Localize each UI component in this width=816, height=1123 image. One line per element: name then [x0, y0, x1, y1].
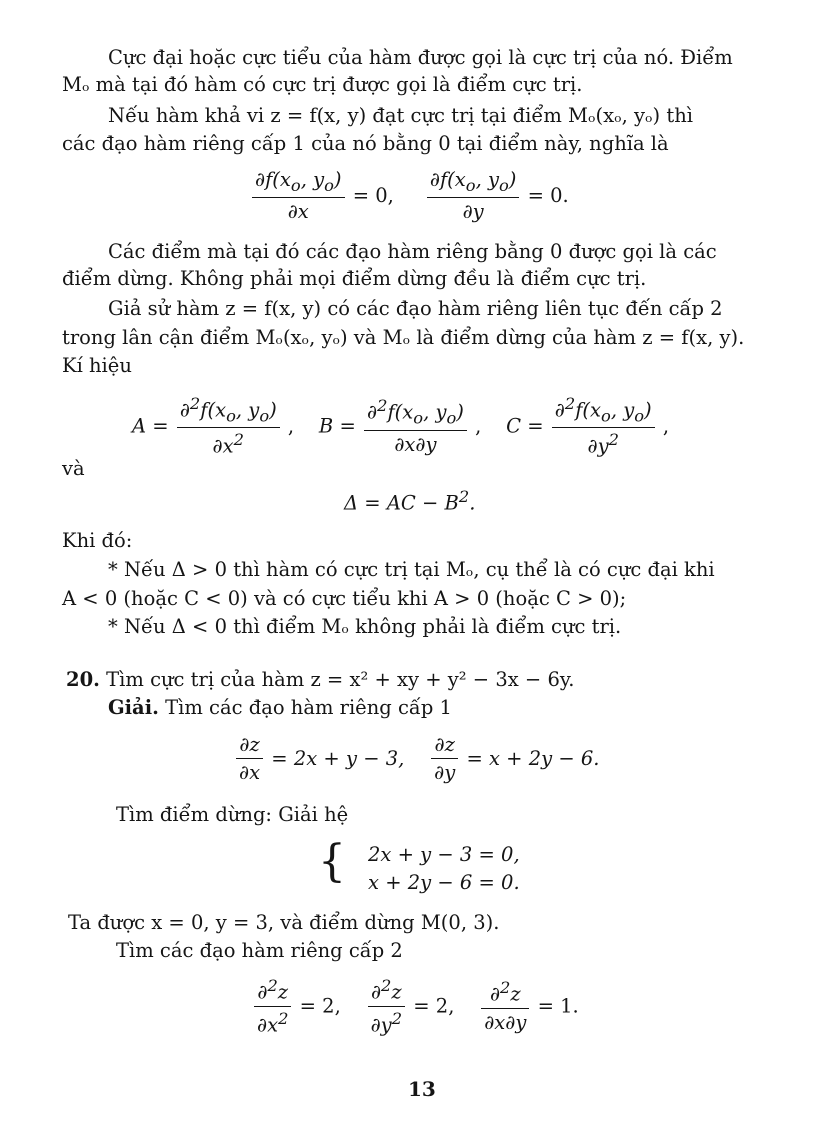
- text-second-order: Tìm các đạo hàm riêng cấp 2: [116, 939, 403, 962]
- bullet-line: [62, 586, 626, 612]
- bullet-line: [108, 557, 715, 583]
- text-p2-l2: các đạo hàm riêng cấp 1 của nó bằng 0 tại điểm này, nghĩa là: [62, 132, 669, 155]
- equation-first-partials: $\frac{\partial f(x_o, y_o)}{\partial x}$ = 0, $\frac{\partial f(x_o, y_o)}{\partial y}$ = 0.: [250, 168, 569, 223]
- paragraph-line: [108, 103, 693, 129]
- solution-line: [108, 695, 452, 721]
- paragraph-line: [116, 938, 403, 964]
- solution-label: Giải.: [108, 696, 159, 719]
- paragraph-line: [62, 325, 744, 351]
- text-va: và: [62, 457, 85, 480]
- paragraph-line: [108, 296, 723, 322]
- text-p3-l1: Các điểm mà tại đó các đạo hàm riêng bằng 0 được gọi là các: [108, 240, 717, 263]
- text-p1-l1: Cực đại hoặc cực tiểu của hàm được gọi là cực trị của nó. Điểm: [108, 46, 733, 69]
- equation-dz: $\frac{\partial z}{\partial x}$ = 2x + y − 3, $\frac{\partial z}{\partial y}$ = x + 2y − 6.: [234, 733, 600, 784]
- text-p1-l2: Mₒ mà tại đó hàm có cực trị được gọi là điểm cực trị.: [62, 73, 583, 96]
- text-p4-l3: Kí hiệu: [62, 354, 132, 377]
- solution-text: Tìm các đạo hàm riêng cấp 1: [165, 696, 452, 719]
- equation-second-dz: $\frac{\partial^2z}{\partial x^2}$ = 2, $\frac{\partial^2z}{\partial y^2}$ = 2, $\frac{\partial^2z}{\partial x\partial y}$ = 1.: [252, 976, 579, 1036]
- text-khi-do: Khi đó:: [62, 529, 133, 552]
- exercise-number: 20.: [66, 668, 100, 691]
- system-eq-1: 2x + y − 3 = 0,: [368, 843, 520, 866]
- paragraph-line: [108, 45, 733, 71]
- text-b1-l1: * Nếu Δ > 0 thì hàm có cực trị tại Mₒ, cụ thể là có cực đại khi: [108, 558, 715, 581]
- paragraph-line: [116, 802, 348, 828]
- equation-second-partials-def: A = $\frac{\partial^2f(x_o, y_o)}{\partial x^2}$ , B = $\frac{\partial^2f(x_o, y_o)}{\partial x\partial y}$ , C = $\frac{\partial^2f(x_o, y_o)}{\partial y^2}$ ,: [132, 394, 670, 458]
- equation-delta: Δ = AC − $B^2$.: [344, 487, 476, 515]
- text-result: Ta được x = 0, y = 3, và điểm dừng M(0, 3).: [68, 911, 500, 934]
- paragraph-line: [62, 456, 85, 482]
- exercise-text: Tìm cực trị của hàm z = x² + xy + y² − 3x − 6y.: [106, 668, 575, 691]
- text-b1-l2: A < 0 (hoặc C < 0) và có cực tiểu khi A > 0 (hoặc C > 0);: [62, 587, 627, 610]
- system-brace: {: [318, 836, 346, 887]
- text-p4-l1: Giả sử hàm z = f(x, y) có các đạo hàm riêng liên tục đến cấp 2: [108, 297, 723, 320]
- paragraph-line: [62, 131, 669, 157]
- text-p2-l1: Nếu hàm khả vi z = f(x, y) đạt cực trị tại điểm Mₒ(xₒ, yₒ) thì: [108, 104, 693, 127]
- text-b2-l1: * Nếu Δ < 0 thì điểm Mₒ không phải là điểm cực trị.: [108, 615, 622, 638]
- page-number: 13: [408, 1077, 436, 1101]
- text-p4-l2: trong lân cận điểm Mₒ(xₒ, yₒ) và Mₒ là điểm dừng của hàm z = f(x, y).: [62, 326, 745, 349]
- system-eq-2: x + 2y − 6 = 0.: [368, 871, 520, 894]
- paragraph-line: [62, 266, 646, 292]
- paragraph-line: [62, 353, 132, 379]
- bullet-line: [108, 614, 621, 640]
- text-p3-l2: điểm dừng. Không phải mọi điểm dừng đều là điểm cực trị.: [62, 267, 647, 290]
- paragraph-line: [108, 239, 717, 265]
- paragraph-line: [62, 72, 582, 98]
- exercise-statement: [66, 667, 575, 693]
- paragraph-line: [62, 528, 132, 554]
- paragraph-line: [68, 910, 499, 936]
- text-stationary: Tìm điểm dừng: Giải hệ: [116, 803, 349, 826]
